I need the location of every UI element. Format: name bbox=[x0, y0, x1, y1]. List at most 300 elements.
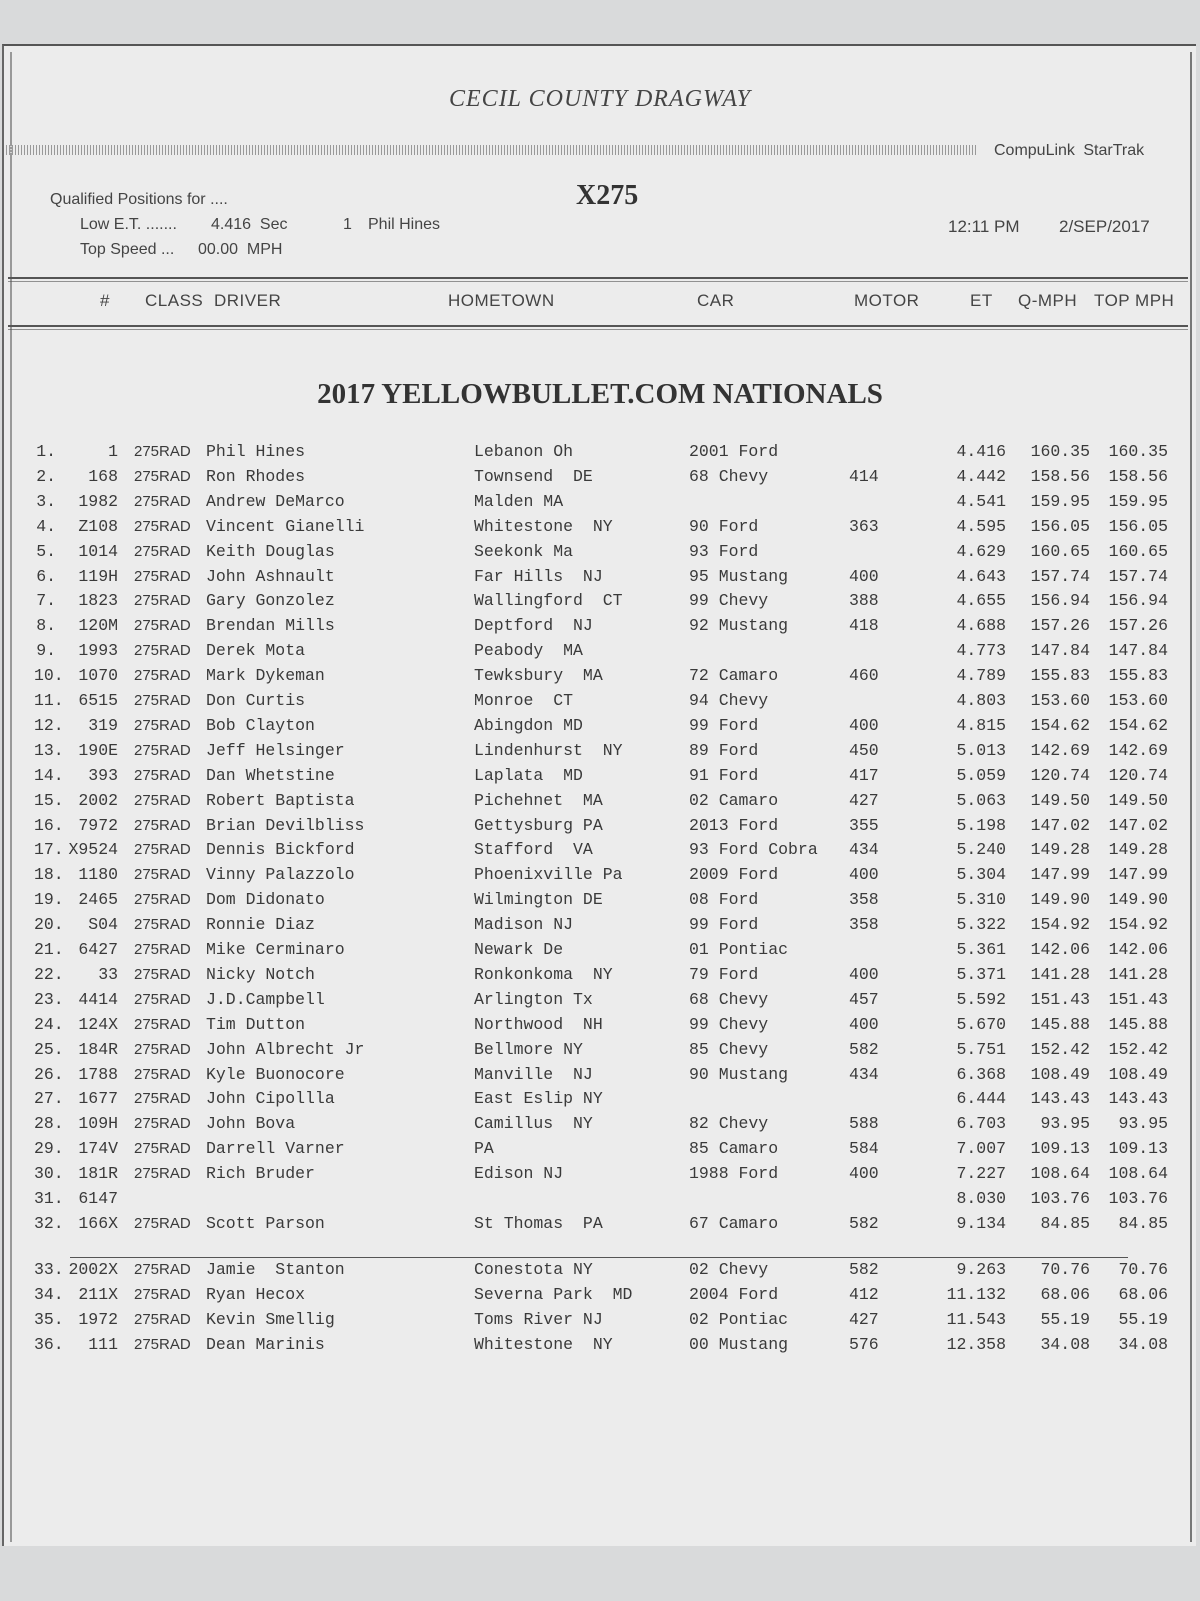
row-et: 5.371 bbox=[956, 964, 1006, 984]
row-position: 31. bbox=[34, 1189, 64, 1208]
row-car: 01 Pontiac bbox=[689, 940, 789, 959]
row-qmph: 145.88 bbox=[1030, 1014, 1090, 1034]
row-driver: Jamie Stanton bbox=[206, 1259, 345, 1279]
row-hometown: PA bbox=[474, 1139, 494, 1159]
row-qmph: 55.19 bbox=[1040, 1309, 1090, 1329]
row-topmph: 156.94 bbox=[1108, 591, 1168, 611]
row-car: 02 Camaro bbox=[689, 790, 779, 810]
row-class: 275RAD bbox=[134, 492, 191, 510]
row-position: 6. bbox=[36, 566, 56, 586]
row-position: 30. bbox=[34, 1164, 64, 1184]
row-class: 275RAD bbox=[134, 542, 191, 560]
row-position: 27. bbox=[34, 1089, 64, 1109]
row-motor: 418 bbox=[849, 616, 879, 636]
row-qmph: 154.62 bbox=[1030, 715, 1090, 735]
row-motor: 460 bbox=[849, 666, 879, 686]
row-et: 5.751 bbox=[956, 1039, 1006, 1059]
row-hometown: Wilmington DE bbox=[474, 890, 603, 910]
row-motor: 584 bbox=[849, 1139, 879, 1159]
row-class: 275RAD bbox=[134, 1260, 191, 1278]
row-driver: Kevin Smellig bbox=[206, 1309, 335, 1329]
row-car: 79 Ford bbox=[689, 964, 759, 984]
table-row bbox=[0, 641, 1200, 665]
row-position: 22. bbox=[34, 964, 64, 984]
row-topmph: 154.92 bbox=[1108, 915, 1168, 935]
table-row bbox=[0, 840, 1200, 864]
row-topmph: 149.28 bbox=[1108, 840, 1168, 860]
report-time: 12:11 PM bbox=[948, 217, 1020, 236]
row-class: 275RAD bbox=[134, 617, 191, 635]
header-rule-bottom-thin bbox=[8, 329, 1188, 330]
row-position: 35. bbox=[34, 1309, 64, 1329]
row-driver: John Bova bbox=[206, 1114, 296, 1134]
row-et: 5.592 bbox=[956, 989, 1006, 1009]
row-qmph: 108.49 bbox=[1030, 1064, 1090, 1084]
row-car-number: 109H bbox=[78, 1114, 118, 1134]
row-car: 1988 Ford bbox=[689, 1164, 779, 1184]
row-class: 275RAD bbox=[134, 965, 191, 983]
row-et: 9.134 bbox=[956, 1213, 1006, 1233]
row-hometown: Stafford VA bbox=[474, 840, 593, 860]
row-position: 33. bbox=[34, 1259, 64, 1279]
row-position: 5. bbox=[36, 541, 56, 561]
row-car-number: 1823 bbox=[78, 591, 118, 611]
row-motor: 582 bbox=[849, 1213, 879, 1233]
row-motor: 434 bbox=[849, 840, 879, 860]
row-qmph: 153.60 bbox=[1030, 691, 1090, 710]
row-position: 7. bbox=[36, 591, 56, 611]
row-topmph: 155.83 bbox=[1108, 666, 1168, 686]
row-position: 16. bbox=[34, 815, 64, 835]
row-class: 275RAD bbox=[134, 1040, 191, 1058]
row-qmph: 142.06 bbox=[1030, 940, 1090, 959]
row-et: 5.059 bbox=[956, 765, 1006, 785]
table-row bbox=[0, 517, 1200, 541]
top-speed-value: 00.00 MPH bbox=[198, 241, 283, 258]
row-car-number: 7972 bbox=[78, 815, 118, 835]
timing-system-name: CompuLink StarTrak bbox=[994, 142, 1145, 159]
row-position: 9. bbox=[36, 641, 56, 661]
row-topmph: 160.65 bbox=[1108, 541, 1168, 561]
row-et: 12.358 bbox=[946, 1334, 1006, 1354]
row-motor: 355 bbox=[849, 815, 879, 835]
row-car-number: 6515 bbox=[78, 691, 118, 710]
table-row bbox=[0, 1335, 1200, 1359]
row-class: 275RAD bbox=[134, 841, 191, 859]
col-header-topmph: TOP MPH bbox=[1094, 291, 1175, 310]
row-class: 275RAD bbox=[134, 592, 191, 610]
row-driver: Jeff Helsinger bbox=[206, 740, 345, 760]
row-et: 4.595 bbox=[956, 516, 1006, 536]
row-et: 4.629 bbox=[956, 541, 1006, 561]
col-header-motor: MOTOR bbox=[854, 291, 920, 310]
row-motor: 588 bbox=[849, 1114, 879, 1134]
row-topmph: 84.85 bbox=[1118, 1213, 1168, 1233]
row-et: 4.803 bbox=[956, 691, 1006, 710]
col-header-class: CLASS bbox=[145, 291, 204, 310]
row-hometown: Phoenixville Pa bbox=[474, 865, 623, 885]
row-class: 275RAD bbox=[134, 467, 191, 485]
row-class: 275RAD bbox=[134, 1015, 191, 1033]
row-car: 2009 Ford bbox=[689, 865, 779, 885]
row-driver: Dennis Bickford bbox=[206, 840, 355, 860]
row-qmph: 149.50 bbox=[1030, 790, 1090, 810]
row-car-number: 211X bbox=[78, 1284, 118, 1304]
row-car: 93 Ford bbox=[689, 541, 759, 561]
header-rule-bottom bbox=[8, 325, 1188, 327]
table-row bbox=[0, 791, 1200, 815]
row-class: 275RAD bbox=[134, 866, 191, 884]
low-et-rank: 1 bbox=[343, 216, 352, 233]
row-hometown: Townsend DE bbox=[474, 466, 593, 486]
row-class: 275RAD bbox=[134, 916, 191, 934]
row-driver: John Albrecht Jr bbox=[206, 1039, 365, 1059]
report-date: 2/SEP/2017 bbox=[1059, 217, 1150, 236]
row-class: 275RAD bbox=[134, 766, 191, 784]
row-motor: 434 bbox=[849, 1064, 879, 1084]
row-hometown: St Thomas PA bbox=[474, 1213, 603, 1233]
row-motor: 417 bbox=[849, 765, 879, 785]
row-et: 8.030 bbox=[956, 1189, 1006, 1208]
row-topmph: 149.50 bbox=[1108, 790, 1168, 810]
row-car-number: 33 bbox=[98, 964, 118, 984]
table-row bbox=[0, 1015, 1200, 1039]
row-position: 26. bbox=[34, 1064, 64, 1084]
row-position: 11. bbox=[34, 691, 64, 710]
row-et: 4.416 bbox=[956, 442, 1006, 461]
col-header-qmph: Q-MPH bbox=[1018, 291, 1078, 310]
row-qmph: 160.35 bbox=[1030, 442, 1090, 461]
row-position: 1. bbox=[36, 442, 56, 461]
row-position: 12. bbox=[34, 715, 64, 735]
table-row bbox=[0, 1214, 1200, 1238]
row-topmph: 147.99 bbox=[1108, 865, 1168, 885]
row-car-number: 1677 bbox=[78, 1089, 118, 1109]
row-car-number: 111 bbox=[88, 1334, 118, 1354]
row-qmph: 151.43 bbox=[1030, 989, 1090, 1009]
row-class: 275RAD bbox=[134, 567, 191, 585]
row-driver: John Ashnault bbox=[206, 566, 335, 586]
table-row bbox=[0, 716, 1200, 740]
row-hometown: Lebanon Oh bbox=[474, 442, 574, 461]
row-et: 5.670 bbox=[956, 1014, 1006, 1034]
row-car: 85 Chevy bbox=[689, 1039, 769, 1059]
row-car-number: 1014 bbox=[78, 541, 118, 561]
row-et: 5.013 bbox=[956, 740, 1006, 760]
row-et: 4.815 bbox=[956, 715, 1006, 735]
row-et: 5.304 bbox=[956, 865, 1006, 885]
row-position: 19. bbox=[34, 890, 64, 910]
row-topmph: 109.13 bbox=[1108, 1139, 1168, 1159]
table-row bbox=[0, 442, 1200, 466]
row-driver: Vincent Gianelli bbox=[206, 516, 365, 536]
table-row bbox=[0, 542, 1200, 566]
row-car-number: 174V bbox=[78, 1139, 118, 1159]
row-car-number: 181R bbox=[78, 1164, 118, 1184]
row-class: 275RAD bbox=[134, 642, 191, 660]
row-class: 275RAD bbox=[134, 667, 191, 685]
row-class: 275RAD bbox=[134, 716, 191, 734]
class-code: X275 bbox=[576, 180, 639, 211]
row-qmph: 149.90 bbox=[1030, 890, 1090, 910]
row-topmph: 147.02 bbox=[1108, 815, 1168, 835]
row-motor: 427 bbox=[849, 1309, 879, 1329]
col-header-car: CAR bbox=[697, 291, 735, 310]
row-position: 10. bbox=[34, 666, 64, 686]
row-car-number: 119H bbox=[78, 566, 118, 586]
row-qmph: 152.42 bbox=[1030, 1039, 1090, 1059]
row-et: 7.227 bbox=[956, 1164, 1006, 1184]
row-topmph: 70.76 bbox=[1118, 1259, 1168, 1279]
row-et: 5.240 bbox=[956, 840, 1006, 860]
row-car-number: 2465 bbox=[78, 890, 118, 910]
row-class: 275RAD bbox=[134, 990, 191, 1008]
row-car: 68 Chevy bbox=[689, 989, 769, 1009]
table-row bbox=[0, 666, 1200, 690]
table-row bbox=[0, 1139, 1200, 1163]
row-topmph: 152.42 bbox=[1108, 1039, 1168, 1059]
row-qmph: 156.94 bbox=[1030, 591, 1090, 611]
row-driver: Derek Mota bbox=[206, 641, 306, 661]
row-car: 95 Mustang bbox=[689, 566, 789, 586]
row-hometown: Madison NJ bbox=[474, 915, 574, 935]
col-header-driver: DRIVER bbox=[214, 291, 282, 310]
table-row bbox=[0, 766, 1200, 790]
table-row bbox=[0, 492, 1200, 516]
row-et: 4.541 bbox=[956, 491, 1006, 511]
row-car-number: 393 bbox=[88, 765, 118, 785]
row-car-number: 1180 bbox=[78, 865, 118, 885]
row-car-number: 184R bbox=[78, 1039, 118, 1059]
row-car-number: Z108 bbox=[78, 516, 118, 536]
row-hometown: Severna Park MD bbox=[474, 1284, 633, 1304]
table-row bbox=[0, 741, 1200, 765]
row-motor: 457 bbox=[849, 989, 879, 1009]
row-topmph: 34.08 bbox=[1118, 1334, 1168, 1354]
row-hometown: Malden MA bbox=[474, 491, 564, 511]
track-name: CECIL COUNTY DRAGWAY bbox=[449, 86, 751, 112]
row-qmph: 158.56 bbox=[1030, 466, 1090, 486]
table-row bbox=[0, 940, 1200, 964]
row-driver: Robert Baptista bbox=[206, 790, 355, 810]
row-topmph: 68.06 bbox=[1118, 1284, 1168, 1304]
row-et: 5.063 bbox=[956, 790, 1006, 810]
row-hometown: Seekonk Ma bbox=[474, 541, 574, 561]
row-car: 89 Ford bbox=[689, 740, 759, 760]
row-motor: 358 bbox=[849, 915, 879, 935]
row-position: 13. bbox=[34, 740, 64, 760]
row-car-number: 6427 bbox=[78, 940, 118, 959]
row-et: 4.773 bbox=[956, 641, 1006, 661]
row-et: 4.688 bbox=[956, 616, 1006, 636]
row-car-number: 2002 bbox=[78, 790, 118, 810]
row-class: 275RAD bbox=[134, 1285, 191, 1303]
row-topmph: 154.62 bbox=[1108, 715, 1168, 735]
row-position: 18. bbox=[34, 865, 64, 885]
row-hometown: Pichehnet MA bbox=[474, 790, 603, 810]
col-header-num: # bbox=[100, 291, 110, 310]
row-driver: Ronnie Diaz bbox=[206, 915, 315, 935]
row-qmph: 154.92 bbox=[1030, 915, 1090, 935]
row-driver: Darrell Varner bbox=[206, 1139, 345, 1159]
row-motor: 400 bbox=[849, 566, 879, 586]
row-class: 275RAD bbox=[134, 791, 191, 809]
row-et: 4.789 bbox=[956, 666, 1006, 686]
row-motor: 358 bbox=[849, 890, 879, 910]
row-hometown: Tewksbury MA bbox=[474, 666, 603, 686]
row-hometown: East Eslip NY bbox=[474, 1089, 603, 1109]
row-car: 99 Chevy bbox=[689, 1014, 769, 1034]
row-hometown: Lindenhurst NY bbox=[474, 740, 623, 760]
row-motor: 450 bbox=[849, 740, 879, 760]
row-car: 93 Ford Cobra bbox=[689, 840, 818, 860]
row-car-number: 124X bbox=[78, 1014, 118, 1034]
row-qmph: 84.85 bbox=[1040, 1213, 1090, 1233]
row-car: 90 Mustang bbox=[689, 1064, 789, 1084]
row-driver: J.D.Campbell bbox=[206, 989, 325, 1009]
row-et: 6.368 bbox=[956, 1064, 1006, 1084]
row-class: 275RAD bbox=[134, 891, 191, 909]
row-topmph: 153.60 bbox=[1108, 691, 1168, 710]
row-topmph: 156.05 bbox=[1108, 516, 1168, 536]
row-motor: 582 bbox=[849, 1039, 879, 1059]
row-car: 00 Mustang bbox=[689, 1334, 789, 1354]
row-et: 5.310 bbox=[956, 890, 1006, 910]
row-topmph: 103.76 bbox=[1108, 1189, 1168, 1208]
row-car: 2004 Ford bbox=[689, 1284, 779, 1304]
row-class: 275RAD bbox=[134, 692, 191, 709]
header-rule-top bbox=[8, 277, 1188, 279]
row-hometown: Arlington Tx bbox=[474, 989, 593, 1009]
row-qmph: 93.95 bbox=[1040, 1114, 1090, 1134]
row-hometown: Abingdon MD bbox=[474, 715, 583, 735]
row-position: 15. bbox=[34, 790, 64, 810]
row-car-number: 6147 bbox=[78, 1189, 118, 1208]
row-class: 275RAD bbox=[134, 517, 191, 535]
row-driver: Ryan Hecox bbox=[206, 1284, 306, 1304]
row-motor: 400 bbox=[849, 964, 879, 984]
low-et-value: 4.416 Sec bbox=[211, 216, 288, 233]
row-hometown: Peabody MA bbox=[474, 641, 583, 661]
row-car-number: 1993 bbox=[78, 641, 118, 661]
row-topmph: 93.95 bbox=[1118, 1114, 1168, 1134]
row-car: 68 Chevy bbox=[689, 466, 769, 486]
row-topmph: 157.26 bbox=[1108, 616, 1168, 636]
row-hometown: Conestota NY bbox=[474, 1259, 593, 1279]
row-qmph: 155.83 bbox=[1030, 666, 1090, 686]
table-row bbox=[0, 1189, 1200, 1213]
row-qmph: 109.13 bbox=[1030, 1139, 1090, 1159]
row-hometown: Whitestone NY bbox=[474, 516, 613, 536]
row-class: 275RAD bbox=[134, 816, 191, 834]
row-position: 29. bbox=[34, 1139, 64, 1159]
row-et: 6.444 bbox=[956, 1089, 1006, 1109]
row-driver: Tim Dutton bbox=[206, 1014, 306, 1034]
row-class: 275RAD bbox=[134, 1140, 191, 1158]
row-qmph: 70.76 bbox=[1040, 1259, 1090, 1279]
row-position: 17. bbox=[34, 840, 64, 860]
row-hometown: Camillus NY bbox=[474, 1114, 593, 1134]
row-class: 275RAD bbox=[134, 1115, 191, 1133]
row-position: 3. bbox=[36, 491, 56, 511]
row-driver: Bob Clayton bbox=[206, 715, 315, 735]
row-topmph: 142.06 bbox=[1108, 940, 1168, 959]
row-motor: 414 bbox=[849, 466, 879, 486]
row-et: 9.263 bbox=[956, 1259, 1006, 1279]
table-row bbox=[0, 1285, 1200, 1309]
row-qmph: 142.69 bbox=[1030, 740, 1090, 760]
row-car: 99 Ford bbox=[689, 915, 759, 935]
header-rule-top-thin bbox=[8, 281, 1188, 282]
row-car: 2001 Ford bbox=[689, 442, 779, 461]
row-position: 20. bbox=[34, 915, 64, 935]
table-row bbox=[0, 691, 1200, 715]
row-position: 23. bbox=[34, 989, 64, 1009]
row-et: 5.361 bbox=[956, 940, 1006, 959]
row-driver: Gary Gonzolez bbox=[206, 591, 335, 611]
row-car-number: 2002X bbox=[68, 1259, 118, 1279]
row-position: 32. bbox=[34, 1213, 64, 1233]
row-hometown: Northwood NH bbox=[474, 1014, 603, 1034]
qualified-label: Qualified Positions for .... bbox=[50, 191, 228, 208]
low-et-label: Low E.T. ....... bbox=[80, 216, 177, 233]
row-driver: Kyle Buonocore bbox=[206, 1064, 345, 1084]
table-row bbox=[0, 816, 1200, 840]
row-hometown: Edison NJ bbox=[474, 1164, 564, 1184]
row-motor: 400 bbox=[849, 865, 879, 885]
row-et: 5.198 bbox=[956, 815, 1006, 835]
row-topmph: 157.74 bbox=[1108, 566, 1168, 586]
row-class: 275RAD bbox=[134, 1065, 191, 1083]
table-row bbox=[0, 965, 1200, 989]
row-hometown: Gettysburg PA bbox=[474, 815, 603, 835]
row-car-number: 4414 bbox=[78, 989, 118, 1009]
row-driver: Don Curtis bbox=[206, 691, 306, 710]
row-topmph: 108.49 bbox=[1108, 1064, 1168, 1084]
row-driver: Scott Parson bbox=[206, 1213, 325, 1233]
row-motor: 388 bbox=[849, 591, 879, 611]
row-topmph: 149.90 bbox=[1108, 890, 1168, 910]
row-class: 275RAD bbox=[134, 1214, 191, 1232]
row-qmph: 141.28 bbox=[1030, 964, 1090, 984]
row-car: 82 Chevy bbox=[689, 1114, 769, 1134]
col-header-et: ET bbox=[970, 291, 993, 310]
low-et-driver: Phil Hines bbox=[368, 216, 441, 233]
row-motor: 576 bbox=[849, 1334, 879, 1354]
row-car: 91 Ford bbox=[689, 765, 759, 785]
row-topmph: 108.64 bbox=[1108, 1164, 1168, 1184]
row-car: 02 Chevy bbox=[689, 1259, 769, 1279]
row-car: 92 Mustang bbox=[689, 616, 789, 636]
row-driver: Brian Devilbliss bbox=[206, 815, 365, 835]
table-row bbox=[0, 1164, 1200, 1188]
qualifying-cutoff-line bbox=[70, 1257, 1128, 1258]
row-car-number: 190E bbox=[78, 740, 118, 760]
row-driver: Dean Marinis bbox=[206, 1334, 325, 1354]
row-class: 275RAD bbox=[134, 443, 191, 460]
row-hometown: Ronkonkoma NY bbox=[474, 964, 613, 984]
table-row bbox=[0, 1260, 1200, 1284]
row-topmph: 151.43 bbox=[1108, 989, 1168, 1009]
row-class: 275RAD bbox=[134, 741, 191, 759]
row-topmph: 158.56 bbox=[1108, 466, 1168, 486]
row-car-number: 319 bbox=[88, 715, 118, 735]
row-et: 5.322 bbox=[956, 915, 1006, 935]
row-qmph: 157.74 bbox=[1030, 566, 1090, 586]
row-car: 2013 Ford bbox=[689, 815, 779, 835]
row-et: 4.643 bbox=[956, 566, 1006, 586]
row-topmph: 160.35 bbox=[1108, 442, 1168, 461]
